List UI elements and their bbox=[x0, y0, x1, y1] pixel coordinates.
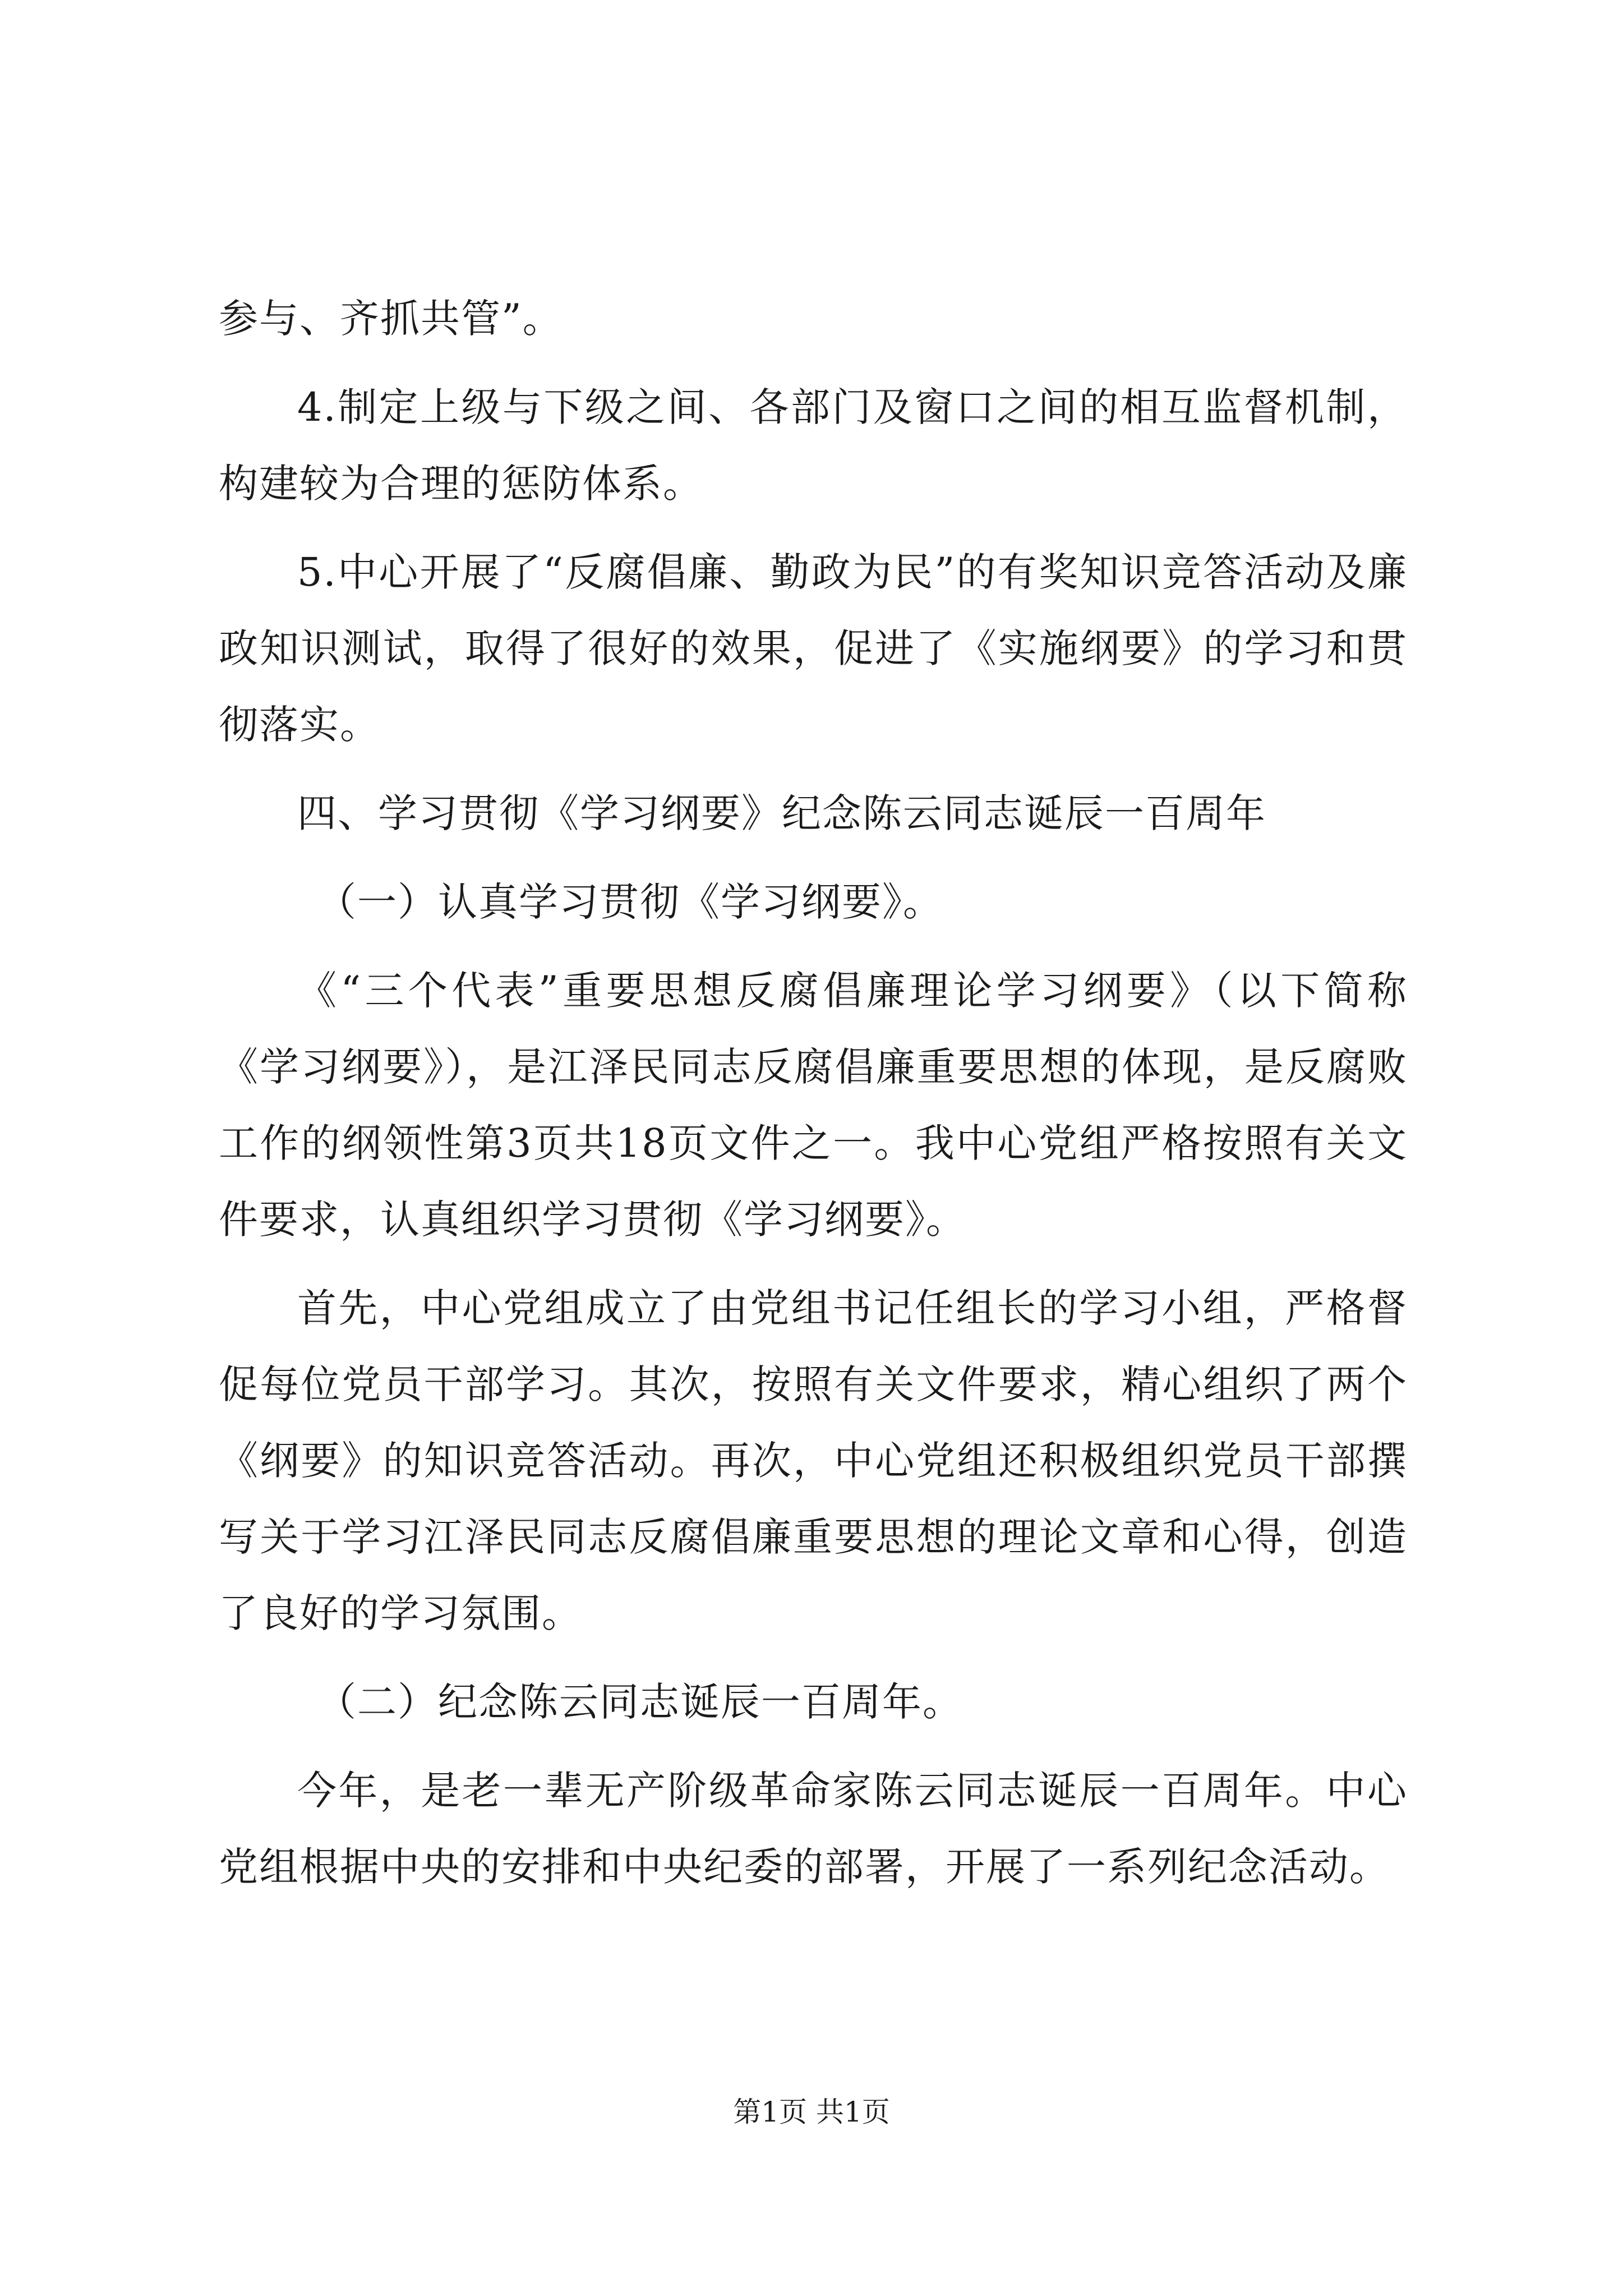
paragraph-continuation: 参与、齐抓共管”。 bbox=[219, 296, 563, 342]
paragraph-commemoration: 今年，是老一辈无产阶级革命家陈云同志诞辰一百周年。中心党组根据中央的安排和中央纪委的部署，开展了一系列纪念活动。 bbox=[219, 1768, 1408, 1890]
subsection-heading-1: （一）认真学习贯彻《学习纲要》。 bbox=[317, 879, 943, 925]
section-heading-4: 四、学习贯彻《学习纲要》纪念陈云同志诞辰一百周年 bbox=[297, 790, 1266, 836]
page-footer bbox=[0, 2092, 1623, 2132]
paragraph-study-group: 首先，中心党组成立了由党组书记任组长的学习小组，严格督促每位党员干部学习。其次，按照有关文件要求，精心组织了两个《纲要》的知识竞答活动。再次，中心党组还积极组织党员干部撰写关于学习江泽民同志反腐倡廉重要思想的理论文章和心得，创造了良好的学习氛围。 bbox=[219, 1285, 1408, 1636]
document-body bbox=[219, 280, 1408, 1917]
paragraph-study-outline: 《“三个代表”重要思想反腐倡廉理论学习纲要》（以下简称《学习纲要》），是江泽民同志反腐倡廉重要思想的体现，是反腐败工作的纲领性第3页共18页文件之一。我中心党组严格按照有关文件要求，认真组织学习贯彻《学习纲要》。 bbox=[219, 968, 1408, 1243]
subsection-heading-2: （二）纪念陈云同志诞辰一百周年。 bbox=[317, 1679, 963, 1725]
paragraph-item-5: 5.中心开展了“反腐倡廉、勤政为民”的有奖知识竞答活动及廉政知识测试，取得了很好的效果，促进了《实施纲要》的学习和贯彻落实。 bbox=[219, 549, 1408, 748]
page-number-label: 第1页 共1页 bbox=[733, 2096, 890, 2128]
paragraph-item-4: 4.制定上级与下级之间、各部门及窗口之间的相互监督机制，构建较为合理的惩防体系。 bbox=[219, 384, 1408, 507]
